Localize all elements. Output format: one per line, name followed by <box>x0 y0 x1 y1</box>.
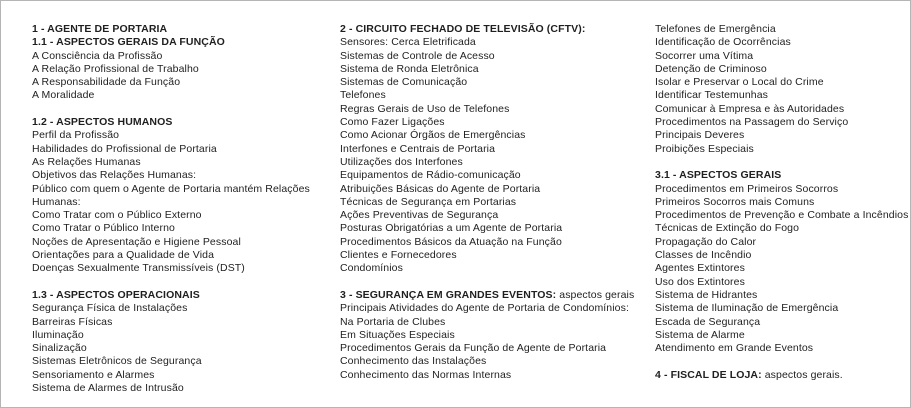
toc-item: Clientes e Fornecedores <box>340 249 457 262</box>
toc-item: A Consciência da Profissão <box>32 49 163 62</box>
toc-item: Noções de Apresentação e Higiene Pessoal <box>32 235 241 248</box>
toc-item: Doenças Sexualmente Transmissíveis (DST) <box>32 262 245 275</box>
toc-item: Principais Deveres <box>655 129 745 142</box>
toc-heading: 3 - SEGURANÇA EM GRANDES EVENTOS: aspectos gerais <box>340 288 635 301</box>
toc-item: Identificação de Ocorrências <box>655 36 791 49</box>
toc-item: Sistema de Alarmes de Intrusão <box>32 382 184 395</box>
toc-heading: 2 - CIRCUITO FECHADO DE TELEVISÃO (CFTV): <box>340 23 586 35</box>
toc-item: Atribuições Básicas do Agente de Portaria <box>340 182 541 195</box>
toc-item: Sistemas de Comunicação <box>340 76 468 89</box>
toc-item: Sinalização <box>32 342 87 355</box>
toc-item: Identificar Testemunhas <box>655 89 769 102</box>
toc-item: Técnicas de Segurança em Portarias <box>340 195 517 208</box>
toc-item: Objetivos das Relações Humanas: <box>32 169 197 182</box>
toc-item: Como Acionar Órgãos de Emergências <box>340 129 526 142</box>
toc-item: Regras Gerais de Uso de Telefones <box>340 102 510 115</box>
toc-item: Sistemas de Controle de Acesso <box>340 49 495 62</box>
toc-blank-line <box>655 355 908 368</box>
toc-heading: 1.1 - ASPECTOS GERAIS DA FUNÇÃO <box>32 36 225 49</box>
toc-item: Habilidades do Profissional de Portaria <box>32 142 217 155</box>
toc-item: Propagação do Calor <box>655 235 757 248</box>
toc-heading: 1 - AGENTE DE PORTARIA <box>32 23 168 35</box>
toc-item: Comunicar à Empresa e às Autoridades <box>655 102 845 115</box>
toc-item: Procedimentos Gerais da Função de Agente de Portaria <box>340 342 607 355</box>
toc-item: Isolar e Preservar o Local do Crime <box>655 76 824 89</box>
toc-item: Telefones de Emergência <box>655 23 776 35</box>
toc-item: Classes de Incêndio <box>655 249 752 262</box>
toc-item: A Responsabilidade da Função <box>32 76 181 89</box>
toc-item: Público com quem o Agente de Portaria mantém Relações <box>32 182 310 195</box>
toc-item: Sistemas Eletrônicos de Segurança <box>32 355 202 368</box>
toc-item: Ações Preventivas de Segurança <box>340 209 499 222</box>
toc-blank-line <box>655 156 908 169</box>
toc-item: Uso dos Extintores <box>655 275 745 288</box>
toc-item: Na Portaria de Clubes <box>340 315 446 328</box>
toc-item: Telefones <box>340 89 386 102</box>
toc-item: A Relação Profissional de Trabalho <box>32 62 199 75</box>
toc-item: Posturas Obrigatórias a um Agente de Portaria <box>340 222 563 235</box>
toc-column-3 <box>655 23 908 382</box>
toc-item: Procedimentos de Prevenção e Combate a Incêndios <box>655 209 909 222</box>
toc-item: Primeiros Socorros mais Comuns <box>655 195 815 208</box>
toc-item: Principais Atividades do Agente de Portaria de Condomínios: <box>340 302 629 315</box>
toc-item: As Relações Humanas <box>32 155 141 168</box>
toc-item: Atendimento em Grande Eventos <box>655 342 814 355</box>
toc-item: Utilizações dos Interfones <box>340 155 463 168</box>
toc-item: Como Tratar o Público Interno <box>32 222 175 235</box>
toc-item: Barreiras Físicas <box>32 315 113 328</box>
toc-item: Procedimentos na Passagem do Serviço <box>655 116 849 129</box>
toc-item: Como Fazer Ligações <box>340 116 445 129</box>
toc-item: Perfil da Profissão <box>32 129 120 142</box>
toc-item: Sensoriamento e Alarmes <box>32 368 155 381</box>
toc-item: Humanas: <box>32 195 81 208</box>
toc-item: Em Situações Especiais <box>340 328 455 341</box>
toc-item: Técnicas de Extinção do Fogo <box>655 222 800 235</box>
toc-item: Detenção de Criminoso <box>655 62 767 75</box>
toc-item: Proibições Especiais <box>655 142 754 155</box>
toc-item: Procedimentos em Primeiros Socorros <box>655 182 839 195</box>
toc-item: Conhecimento das Instalações <box>340 355 487 368</box>
toc-item: Conhecimento das Normas Internas <box>340 368 512 381</box>
toc-item: Sensores: Cerca Eletrificada <box>340 36 476 49</box>
toc-item: Sistema de Hidrantes <box>655 288 758 301</box>
toc-column-1 <box>32 23 310 395</box>
toc-column-2 <box>340 23 634 382</box>
toc-item: Procedimentos Básicos da Atuação na Função <box>340 235 562 248</box>
toc-item: Escada de Segurança <box>655 315 761 328</box>
toc-item: Agentes Extintores <box>655 262 745 275</box>
toc-item: Iluminação <box>32 328 84 341</box>
toc-item: Sistema de Alarme <box>655 328 745 341</box>
toc-item: Equipamentos de Rádio-comunicação <box>340 169 521 182</box>
toc-heading: 1.2 - ASPECTOS HUMANOS <box>32 116 173 129</box>
toc-heading: 1.3 - ASPECTOS OPERACIONAIS <box>32 288 200 301</box>
toc-blank-line <box>32 103 310 116</box>
toc-item: A Moralidade <box>32 89 95 102</box>
toc-item: Orientações para a Qualidade de Vida <box>32 249 215 262</box>
toc-item: Socorrer uma Vítima <box>655 49 754 62</box>
toc-item: Sistema de Iluminação de Emergência <box>655 302 839 315</box>
toc-blank-line <box>340 276 634 289</box>
toc-item: Segurança Física de Instalações <box>32 302 188 315</box>
toc-item: Sistema de Ronda Eletrônica <box>340 62 479 75</box>
toc-heading: 4 - FISCAL DE LOJA: aspectos gerais. <box>655 368 843 381</box>
toc-blank-line <box>32 276 310 289</box>
toc-item: Como Tratar com o Público Externo <box>32 209 202 222</box>
toc-heading: 3.1 - ASPECTOS GERAIS <box>655 169 782 182</box>
toc-item: Interfones e Centrais de Portaria <box>340 142 496 155</box>
toc-item: Condomínios <box>340 262 403 275</box>
